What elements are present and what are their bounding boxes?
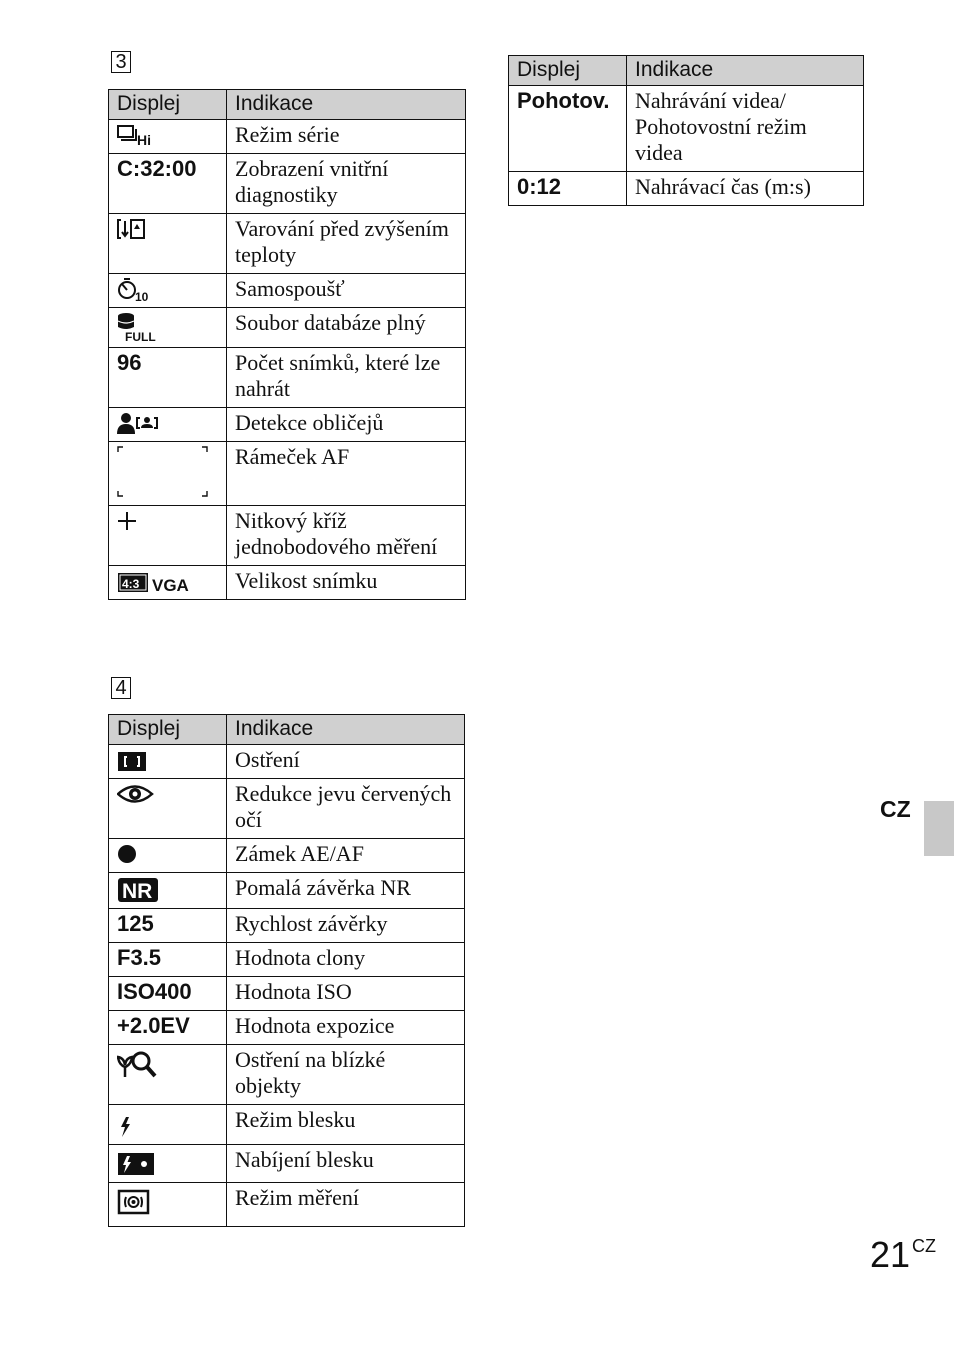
table-row [109, 909, 465, 943]
table-row [109, 408, 466, 442]
display-value: ISO400 [109, 977, 227, 1011]
section-number-4: 4 [111, 677, 131, 699]
indication-text: Rámeček AF [227, 442, 466, 506]
table-header [109, 90, 466, 120]
database-full-icon-text: FULL [125, 330, 156, 342]
flash-charging-icon [117, 1149, 157, 1177]
table-row [109, 873, 465, 909]
table-row [109, 308, 466, 348]
flash-mode-icon [117, 1109, 137, 1139]
table-row [109, 154, 466, 214]
af-frame-icon [109, 442, 225, 504]
display-indications-table-video [508, 55, 864, 206]
indication-text: Nitkový kříž jednobodového měření [227, 506, 466, 566]
indication-text: Zámek AE/AF [227, 839, 465, 873]
image-size-43-vga-icon [117, 570, 189, 594]
table-header [109, 715, 465, 745]
indication-text: Hodnota expozice [227, 1011, 465, 1045]
indication-text: Nahrávací čas (m:s) [627, 172, 864, 206]
header-display: Displej [109, 90, 227, 120]
table-header [509, 56, 864, 86]
image-size-ratio-text: 4:3 [122, 577, 140, 591]
burst-hi-icon [117, 124, 161, 146]
display-value: 96 [109, 348, 227, 408]
table-row [509, 172, 864, 206]
display-value: C:32:00 [109, 154, 227, 214]
display-value: 125 [109, 909, 227, 943]
nr-icon-text: NR [122, 880, 153, 903]
table-row [509, 86, 864, 172]
database-full-icon [117, 312, 161, 342]
svg-text:Hi: Hi [137, 132, 151, 146]
table-row [109, 1045, 465, 1105]
header-indication: Indikace [227, 715, 465, 745]
indication-text: Hodnota clony [227, 943, 465, 977]
header-indication: Indikace [227, 90, 466, 120]
table-row [109, 120, 466, 154]
table-row [109, 566, 466, 600]
indication-text: Redukce jevu červených očí [227, 779, 465, 839]
indication-text: Samospoušť [227, 274, 466, 308]
metering-mode-icon [117, 1187, 153, 1215]
display-indications-table-3 [108, 89, 466, 600]
indication-text: Varování před zvýšením teploty [227, 214, 466, 274]
indication-text: Nabíjení blesku [227, 1145, 465, 1183]
table-row [109, 779, 465, 839]
image-size-vga-text: VGA [152, 576, 189, 594]
svg-text:10: 10 [135, 290, 149, 302]
indication-text: Detekce obličejů [227, 408, 466, 442]
language-tab-marker [924, 801, 954, 856]
table-row [109, 839, 465, 873]
indication-text: Hodnota ISO [227, 977, 465, 1011]
indication-text: Pomalá závěrka NR [227, 873, 465, 909]
header-display: Displej [509, 56, 627, 86]
nr-slow-shutter-icon [117, 877, 161, 903]
table-row [109, 745, 465, 779]
indication-text: Velikost snímku [227, 566, 466, 600]
display-value: 0:12 [509, 172, 627, 206]
indication-text: Ostření na blízké objekty [227, 1045, 465, 1105]
language-tab-label: CZ [880, 796, 911, 822]
display-indications-table-4 [108, 714, 465, 1227]
indication-text: Režim blesku [227, 1105, 465, 1145]
display-value: +2.0EV [109, 1011, 227, 1045]
indication-text: Nahrávání videa/ Pohotovostní režim videa [627, 86, 864, 172]
indication-text: Počet snímků, které lze nahrát [227, 348, 466, 408]
red-eye-icon [117, 783, 155, 807]
self-timer-10-icon [117, 278, 153, 302]
page-number [870, 1234, 936, 1276]
page-number-value: 21 [870, 1234, 911, 1275]
indication-text: Ostření [227, 745, 465, 779]
header-indication: Indikace [627, 56, 864, 86]
face-detection-icon [117, 412, 161, 436]
crosshair-icon [117, 510, 141, 534]
overheat-warning-icon [117, 218, 147, 242]
table-row [109, 1183, 465, 1227]
ae-af-lock-icon [117, 843, 141, 867]
table-row [109, 1145, 465, 1183]
table-row [109, 274, 466, 308]
indication-text: Soubor databáze plný [227, 308, 466, 348]
table-row [109, 1105, 465, 1145]
focus-bracket-icon [117, 749, 147, 773]
page-number-suffix: CZ [912, 1236, 937, 1256]
table-row [109, 506, 466, 566]
indication-text: Rychlost závěrky [227, 909, 465, 943]
table-row [109, 214, 466, 274]
section-number-3: 3 [111, 51, 131, 73]
close-focus-icon [117, 1049, 159, 1079]
table-row [109, 442, 466, 506]
table-row [109, 943, 465, 977]
header-display: Displej [109, 715, 227, 745]
indication-text: Režim série [227, 120, 466, 154]
display-value: F3.5 [109, 943, 227, 977]
display-value: Pohotov. [509, 86, 627, 172]
table-row [109, 977, 465, 1011]
table-row [109, 1011, 465, 1045]
indication-text: Režim měření [227, 1183, 465, 1227]
table-row [109, 348, 466, 408]
indication-text: Zobrazení vnitřní diagnostiky [227, 154, 466, 214]
